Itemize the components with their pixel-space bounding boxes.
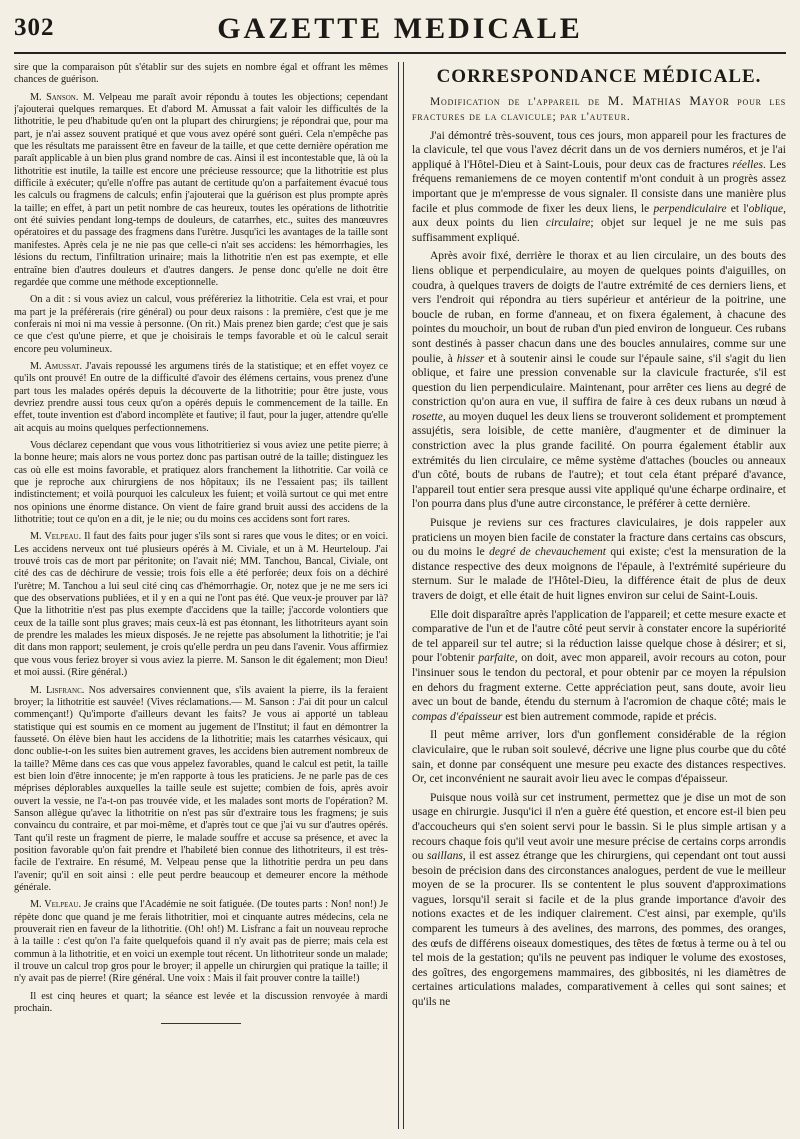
- paragraph: [14, 685, 388, 895]
- emphasis: compas d'épaisseur: [412, 710, 503, 723]
- speech-text: Nos adversaires conviennent que, s'ils avaient la pierre, ils la feraient broyer; la lithotritie est sauvée! (Vives réclamations.— M. Sanson : J'ai dit pour un calcul commençant!) Qu'importe d'ailleurs devant les faits? Je vous ai apporté un tableau statistique qui est soumis en ce moment au jugement de l'Institut; il faut en démontrer la fausseté. On élève bien haut les accidens de la lithotritie; mais les catarrhes vésicaux, qui donc oublie-t-on les suites bien autrement graves, les accidens bien autrement nombreux de la taille? Même dans ces cas que vous appelez favorables, quand le calcul est petit, la taille est bien loin d'être innocente; je m'en rapporte à tous les praticiens. Je ne parle pas de ces méprises déplorables auxquelles la taille seule est sujette; combien de fois, après avoir ouvert la vessie, ne l'a-t-on pas trouvée vide, et les malades sont morts de l'opération? M. Sanson allègue qu'avec la lithotritie on n'est pas sûr d'extraire tous les fragmens; je suis convaincu du contraire, et par moi-même, et d'après tout ce que j'ai vu sur d'autres opérés. Tant qu'il reste un fragment de pierre, le malade souffre et accuse sa présence, et avec la position favorable qu'on fait prendre et l'habileté bien connue des lithotriteurs, il est très-facile de l'extraire. En résumé, M. Velpeau pense que la lithotritie perdra un peu dans l'avenir; qu'il en soit ainsi : elle peut perdre beaucoup et demeurer encore la méthode générale.: [14, 684, 388, 893]
- paragraph: [14, 92, 388, 290]
- page-number: 302: [14, 14, 55, 41]
- paragraph: Il est cinq heures et quart; la séance est levée et la discussion renvoyée à mardi prochain.: [14, 990, 388, 1015]
- paragraph: Vous déclarez cependant que vous vous lithotritieriez si vous aviez une petite pierre; à la bonne heure; mais alors ne vous portez donc pas partisan outré de la taille; distinguez les cas où elle est moins favorable, et pratiquez alors franchement la lithotritie. Car voilà ce que je reproche aux chirurgiens de nos hôpitaux; ils ne l'essaient pas; ils taillent indistinctement; et voilà pourquoi les calculeux les fuient; et voilà surtout ce qui met entre nos opinions une énorme distance. On vient de faire grand bruit aussi des accidens de la lithotritie; tout ce qu'on en a dit, je le nie; ou du moins ces accidens sont fort rares.: [14, 439, 388, 526]
- paragraph: Il peut même arriver, lors d'un gonflement considérable de la région claviculaire, que le ruban soit soulevé, décrive une ligne plus courbe que du côté sain, et donne par conséquent une mesure peu exacte des distances respectives. Or, cet inconvénient ne saurait avoir lieu avec le compas d'épaisseur.: [412, 729, 786, 786]
- paragraph: [412, 516, 786, 604]
- paragraph: sire que la comparaison pût s'établir sur des sujets en nombre égal et offrant les mêmes chances de guérison.: [14, 62, 388, 86]
- text-run: Après avoir fixé, derrière le thorax et au lien circulaire, un des bouts des liens oblique et perpendiculaire, au moyen de quelques points d'aiguilles, on coudra, à quelques travers de doigts de l'autre extrémité de ces derniers liens, et vers l'endroit qui répondra au tiers supérieur et antérieur de la poitrine, une boucle de ruban, en forme d'anneau, et on fixera également, à chacune des pointes du mouchoir, un bout de ruban d'un pied environ de longueur. Ces rubans sont destinés à passer chacun dans une des boucles annulaires, comme sur une poulie, à: [412, 250, 786, 365]
- paragraph: [14, 899, 388, 985]
- text-run: , aux deux points du lien: [412, 202, 786, 230]
- speaker-name: M. Velpeau.: [30, 531, 82, 543]
- text-run: , on doit, avec mon appareil, avoir recours au coton, pour l'insinuer sous le tendon du pectoral, et pour obtenir par ce moyen la répulsion en dehors du fragment externe. Cette appréciation peut, sans doute, avoir lieu avec un bout de bande, étendu du sternum à l'acromion de chaque côté; mais le: [412, 652, 786, 709]
- article-title-part: Modification de l'appareil de: [430, 95, 608, 108]
- emphasis: hisser: [456, 352, 485, 365]
- text-run: , au moyen duquel les deux liens se trouveront solidement et promptement assujétis, sera loisible, de cette manière, d'augmenter et de diminuer la constriction avec la plus grande facilité. On pourra également établir aux extrémités du lien circulaire, ce même système d'attaches (boucles ou anneaux d'un côté, bouts de rubans de l'autre); et tout cela étant préparé d'avance, l'appareil tout entier sera presque aussi vite appliqué qu'une écharpe ordinaire, et l'on pourra dans plus d'une autre circonstance, le préférer à cette dernière.: [412, 410, 786, 511]
- text-run: ; objet sur lequel je ne me suis pas suffisamment expliqué.: [412, 217, 786, 244]
- emphasis: perpendiculaire: [653, 202, 727, 215]
- article-title: [412, 93, 786, 125]
- speech-text: Je crains que l'Académie ne soit fatiguée. (De toutes parts : Non! non!) Je répète donc que quand je me ferais lithotritier, moi et cinquante autres médecins, cela ne prouverait rien en faveur de la lithotritie. (Oh! oh!) M. Lisfranc a fait un nouveau reproche à la taille : c'est qu'on l'a faite quelquefois quand il n'y avait pas de pierre; mais cela est commun à la lithotritie, et en voici un exemple tout récent. Un lithotriteur sonde un malade; il trouve un calcul trop gros pour le broyer; il appelle un chirurgien qui pratique la taille; il n'y avait pas de pierre! (Rire général. Une voix : Mais il fait prouver contre la taille!): [14, 899, 388, 985]
- paragraph: [412, 791, 786, 1010]
- journal-title: GAZETTE MEDICALE: [217, 12, 583, 45]
- speaker-name: M. Lisfranc.: [30, 684, 85, 696]
- text-run: , il est assez étrange que les chirurgiens, qui cependant ont tout aussi besoin de précision dans des circonstances analogues, perdent de vue le meilleur moyen de se la procurer. Ils se contentent le plus souvent d'approximations vagues, lorsqu'il serait si facile et de la plus grande importance d'avoir des notions exactes et de les indiquer clairement. C'est ainsi, par exemple, qu'ils comparent les tumeurs à des avelines, des marrons, des pommes, des oranges, des œufs de différens oiseaux domestiques, des têtes de fœtus à terme ou à tel ou tel mois de la gestation; qu'ils ne peuvent pas indiquer le volume des exostoses, des goîtres, des engorgemens mammaires, des gibbosités, ni les diamètres de certaines articulations malades, comparativement à celles qui sont saines; et qu'ils ne: [412, 850, 786, 1009]
- emphasis: réelles: [732, 158, 763, 171]
- text-run: Puisque nous voilà sur cet instrument, permettez que je dise un mot de son usage en chirurgie. Jusqu'ici il n'en a guère été question, et encore est-il bien peu d'accoucheurs qui s'en soient servi pour le bassin. Si le plus simple artisan y a recours chaque fois qu'il veut avoir une mesure précise de certains corps arrondis ou: [412, 791, 786, 863]
- text-run: qui existe; c'est la mensuration de la distance respective des deux moignons de l'épaule, à l'extrémité supérieure du sternum. Sur le malade de l'Hôtel-Dieu, la différence était de plus de deux travers de doigt, et elle était de huit lignes environ sur celui de Saint-Louis.: [412, 546, 786, 602]
- speech-text: J'avais repoussé les argumens tirés de la statistique; et en effet voyez ce qu'ils ont prouvé! En outre de la difficulté d'avoir des élémens certains, vous prenez d'une part tous les malades opérés depuis la découverte de la lithotritie; pour être juste, vous devriez prendre aussi tous ceux qu'on a opérés depuis le commencement de la taille. En effet, toute invention est d'abord incomplète et fautive; il faut, pour la juger, attendre qu'elle ait acquis au moins quelques perfectionnemens.: [14, 360, 388, 434]
- text-run: Elle doit disparaître après l'application de l'appareil; et cette mesure exacte et comparative de l'un et de l'autre côté peut servir à constater encore la supériorité de tel appareil sur tel autre; si la réduction laisse quelque chose à désirer; et si, pour l'obtenir: [412, 608, 786, 665]
- text-run: Puisque je reviens sur ces fractures claviculaires, je dois rappeler aux praticiens un moyen bien facile de constater la fracture dans certains cas obscurs, ou du moins le: [412, 517, 786, 559]
- section-title: CORRESPONDANCE MÉDICALE.: [436, 66, 762, 87]
- text-run: et l': [726, 202, 749, 215]
- paragraph: On a dit : si vous aviez un calcul, vous préféreriez la lithotritie. Cela est vrai, et pour ma part je la préférerais (rire général) ou pour deux raisons : la première, c'est que je me conferais ni moi ni ma vessie à personne. (On rit.) Mais prenez bien garde; c'est que je sais ce que c'est qu'une pierre, et que je choisirais le temps favorable et où le calcul serait encore peu volumineux.: [14, 294, 388, 355]
- emphasis: oblique: [748, 202, 784, 215]
- emphasis: circulaire: [545, 217, 591, 230]
- text-run: . Les fréquens remaniemens de ce moyen contentif m'ont conduit à un progrès assez important que je m'empresse de vous signaler. Il consiste dans une manière plus facile et plus commode de fixer les deux liens, le: [412, 158, 786, 215]
- emphasis: saillans: [427, 850, 463, 863]
- right-column: [412, 62, 786, 1129]
- text-run: J'ai démontré très-souvent, tous ces jours, mon appareil pour les fractures de la clavicule, tel que vous l'avez décrit dans un de vos derniers numéros, et je l'ai appliqué à l'Hôtel-Dieu et à Saint-Louis, pour deux cas de fractures: [412, 129, 786, 171]
- article-title-part: pour les fractures de la clavicule; par l'auteur.: [412, 95, 786, 123]
- section-divider: [161, 1023, 241, 1024]
- speech-text: M. Velpeau me paraît avoir répondu à toutes les objections; cependant j'ajouterai quelques remarques. Et d'abord M. Amussat a fait valoir les difficultés de la lithotritie, le peu d'habitude qu'en ont la plupart des chirurgiens; je répondrai que, pour ma part, je n'ai assez souvent pratiqué et que vous avez opéré sont guéri. Cela n'empêche pas que les résultats me paraissent être en faveur de la taille, et que cette dernière opération me paraît applicable à un bien plus grand nombre de cas. Ainsi il est incontestable que, là où la lithotritie est inutile, la taille est encore une précieuse ressource; que la lithotritie est plus difficile à exécuter; qu'elle n'offre pas autant de certitude qu'on a parfaitement évacué tous les calculs ou fragmens de calculs; enfin j'ajouterai que la guérison est plus prompte après la taille; en effet, à part un petit nombre de cas heureux, toutes les opérations de lithotritie ont été suivies pendant long-temps de douleurs, de catarrhes, etc., suites des manœuvres opératoires et du passage des fragmens dans l'urètre. Jusqu'ici les avantages de la taille sont manifestes. Après cela je ne nie pas que celle-ci n'ait ses accidens: les hémorrhagies, les lésions du rectum, l'infiltration urinaire; mais la lithotritie n'en est pas exempte, et elle entraîne bien d'autres douleurs et d'autres dangers. Je pense donc qu'elle ne doit être regardée que comme une méthode exceptionnelle.: [14, 91, 388, 288]
- speech-text: Il faut des faits pour juger s'ils sont si rares que vous le dites; or en voici. Les accidens nerveux ont tué plusieurs opérés à M. Civiale, et un à M. Heurteloup. J'ai trouvé trois cas de mort par péritonite; on l'avait nié; MM. Tanchou, Bancal, Civiale, ont cité des cas de déchirure de vessie; trois fois elle a été perforée; deux fois on a déchiré l'urètre; M. Tanchou a lui seul cité cinq cas d'hémorrhagie. Or, notez que je ne me sers ici que des observations publiées, et il y en a qui ne l'ont pas été. Que veux-je prouver par là? Que la lithotritie n'est pas plus exempte d'accidens que la taille; j'accorde volontiers que ceux de la taille sont plus graves; mais ceux-là est pas étonnant, les lithotriteurs ayant soin de prendre les malades les mieux disposés. Je ne rejette pas absolument la lithotritie; je l'ai dit dans mon rapport; seulement, je crois qu'elle perdra un peu dans l'avenir. Vous affirmiez que vous vous feriez broyer si vous aviez la pierre. M. Sanson le dit également; mon Dieu! et moi aussi. (Rire général.): [14, 531, 388, 679]
- paragraph: [412, 608, 786, 725]
- speaker-name: M. Velpeau.: [30, 899, 82, 911]
- emphasis: parfaite: [478, 652, 515, 665]
- speaker-name: M. Sanson.: [30, 91, 79, 103]
- speaker-name: M. Amussat.: [30, 360, 83, 372]
- left-column: [14, 62, 388, 1129]
- emphasis: degré de chevauchement: [489, 546, 606, 559]
- text-run: est bien autrement commode, rapide et précis.: [502, 710, 717, 723]
- text-run: et à soutenir ainsi le coude sur l'épaule saine, s'il s'agit du lien oblique, et faire une pression convenable sur la clavicule fracturée, s'il est question du lien perpendiculaire. Maintenant, pour arrêter ces liens au degré de constriction qu'on aura en vue, il suffira de faire à ces deux rubans un nœud à: [412, 352, 786, 409]
- paragraph: [14, 361, 388, 435]
- paragraph: [14, 531, 388, 679]
- page-header: [14, 10, 786, 54]
- column-rule: [398, 62, 404, 1129]
- article-author: M. Mathias Mayor: [607, 92, 730, 108]
- emphasis: rosette: [412, 410, 443, 423]
- paragraph: [412, 249, 786, 512]
- paragraph: [412, 129, 786, 246]
